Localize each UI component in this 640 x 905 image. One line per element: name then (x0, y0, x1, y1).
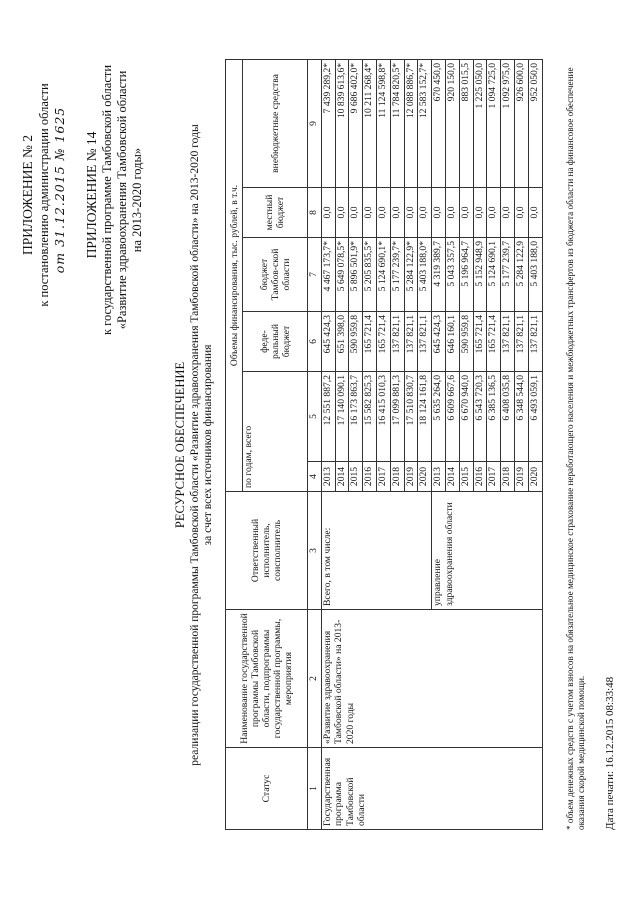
appendix-14-heading: ПРИЛОЖЕНИЕ № 14 (84, 131, 99, 259)
year-cell: 2013 (321, 462, 335, 492)
value-cell: 9 686 402,0* (349, 59, 363, 187)
year-cell: 2020 (418, 462, 432, 492)
value-cell: 11 124 598,8* (376, 59, 390, 187)
value-cell: 920 150,0 (445, 59, 459, 187)
col-number: 3 (308, 492, 322, 610)
program-name-cell: «Развитие здравоохранения Тамбовской области» на 2013-2020 годы (321, 610, 542, 748)
value-cell: 137 821,1 (528, 312, 542, 372)
header-regional: бюджет Тамбов-ской области (243, 238, 308, 312)
value-cell: 17 099 881,3 (390, 372, 404, 462)
value-cell: 0,0 (404, 188, 418, 238)
value-cell: 5 205 835,5* (363, 238, 377, 312)
year-cell: 2018 (501, 462, 515, 492)
value-cell: 5 649 078,5* (335, 238, 349, 312)
value-cell: 12 583 152,7* (418, 59, 432, 187)
header-by-years: по годам, всего (243, 372, 308, 492)
value-cell: 4 319 389,7 (432, 238, 446, 312)
value-cell: 18 124 161,8 (418, 372, 432, 462)
value-cell: 0,0 (459, 188, 473, 238)
value-cell: 165 721,4 (473, 312, 487, 372)
value-cell: 12 088 886,7* (404, 59, 418, 187)
doc-title: РЕСУРСНОЕ ОБЕСПЕЧЕНИЕ (173, 361, 187, 529)
year-cell: 2014 (445, 462, 459, 492)
value-cell: 6 348 544,0 (514, 372, 528, 462)
handwritten-date-number: от 31.12.2015 № 1625 (52, 106, 67, 274)
value-cell: 883 015,5 (459, 59, 473, 187)
value-cell: 16 415 010,3 (376, 372, 390, 462)
col-number: 2 (308, 610, 322, 748)
value-cell: 0,0 (390, 188, 404, 238)
value-cell: 1 092 975,0 (501, 59, 515, 187)
value-cell: 0,0 (349, 188, 363, 238)
value-cell: 0,0 (501, 188, 515, 238)
value-cell: 646 160,1 (445, 312, 459, 372)
value-cell: 6 670 940,0 (459, 372, 473, 462)
value-cell: 5 403 188,0 (528, 238, 542, 312)
value-cell: 137 821,1 (418, 312, 432, 372)
year-cell: 2016 (473, 462, 487, 492)
year-cell: 2020 (528, 462, 542, 492)
col-number: 9 (308, 59, 322, 187)
value-cell: 10 211 268,4* (363, 59, 377, 187)
value-cell: 0,0 (473, 188, 487, 238)
year-cell: 2017 (487, 462, 501, 492)
executor-cell: Всего, в том числе: (321, 492, 431, 610)
doc-subtitle-sources: за счет всех источников финансирования (202, 344, 214, 546)
value-cell: 1 225 050,0 (473, 59, 487, 187)
value-cell: 0,0 (432, 188, 446, 238)
program-name: «Развитие здравоохранения Тамбовской области (115, 70, 129, 330)
print-date: Дата печати: 16.12.2015 08:33:48 (604, 676, 616, 830)
value-cell: 17 140 090,1 (335, 372, 349, 462)
value-cell: 5 196 964,7 (459, 238, 473, 312)
value-cell: 6 493 059,1 (528, 372, 542, 462)
col-number: 7 (308, 238, 322, 312)
year-cell: 2013 (432, 462, 446, 492)
year-cell: 2015 (349, 462, 363, 492)
value-cell: 137 821,1 (404, 312, 418, 372)
value-cell: 5 284 122,9* (404, 238, 418, 312)
program-years: на 2013-2020 годы» (130, 147, 144, 253)
doc-subtitle: реализации государственной программы Тамбовской области «Развитие здравоохранения Тамбовской области» на 2013-2020 годы (189, 124, 201, 766)
status-cell: Государственная программа Тамбовской области (321, 748, 542, 830)
value-cell: 6 543 720,3 (473, 372, 487, 462)
resolution-line: к постановлению администрации области (37, 83, 51, 307)
header-extra: внебюджетные средства (243, 59, 308, 187)
header-federal: феде-ральный бюджет (243, 312, 308, 372)
value-cell: 590 959,8 (349, 312, 363, 372)
value-cell: 5 124 690,1* (376, 238, 390, 312)
value-cell: 645 424,3 (432, 312, 446, 372)
value-cell: 165 721,4 (363, 312, 377, 372)
value-cell: 6 385 136,5 (487, 372, 501, 462)
year-cell: 2019 (404, 462, 418, 492)
value-cell: 5 635 264,0 (432, 372, 446, 462)
year-cell: 2014 (335, 462, 349, 492)
value-cell: 5 284 122,9 (514, 238, 528, 312)
value-cell: 952 050,0 (528, 59, 542, 187)
value-cell: 5 177 239,7 (501, 238, 515, 312)
value-cell: 0,0 (363, 188, 377, 238)
value-cell: 165 721,4 (487, 312, 501, 372)
value-cell: 0,0 (376, 188, 390, 238)
col-number: 6 (308, 312, 322, 372)
value-cell: 0,0 (335, 188, 349, 238)
program-reference: к государственной программе Тамбовской области (100, 64, 114, 336)
footnote: * объем денежных средств с учетом взносов на обязательное медицинское страхование неработающего населения и межбюджетных трансфертов из бюджета области на финансовое обеспечение оказания скорой медицинской помощи. (565, 67, 586, 830)
value-cell: 0,0 (445, 188, 459, 238)
executor-cell: управление здравоохранения области (432, 492, 542, 610)
table-row (321, 59, 335, 829)
header-volume: Объемы финансирования, тыс. рублей, в т.ч. (226, 59, 243, 491)
value-cell: 6 408 035,8 (501, 372, 515, 462)
appendix-2-heading: ПРИЛОЖЕНИЕ № 2 (20, 134, 35, 256)
value-cell: 12 551 887,2 (321, 372, 335, 462)
year-cell: 2019 (514, 462, 528, 492)
header-status: Статус (226, 748, 308, 830)
value-cell: 16 173 863,7 (349, 372, 363, 462)
value-cell: 4 467 173,7* (321, 238, 335, 312)
value-cell: 5 124 690,1 (487, 238, 501, 312)
value-cell: 5 152 948,9 (473, 238, 487, 312)
value-cell: 137 821,1 (514, 312, 528, 372)
value-cell: 0,0 (528, 188, 542, 238)
value-cell: 651 398,0 (335, 312, 349, 372)
col-number: 8 (308, 188, 322, 238)
value-cell: 15 582 825,3 (363, 372, 377, 462)
value-cell: 926 600,0 (514, 59, 528, 187)
column-number-row (308, 59, 322, 829)
resource-table (225, 59, 543, 830)
value-cell: 137 821,1 (501, 312, 515, 372)
value-cell: 137 821,1 (390, 312, 404, 372)
col-number: 4 (308, 462, 322, 492)
value-cell: 5 177 239,7* (390, 238, 404, 312)
year-cell: 2017 (376, 462, 390, 492)
year-cell: 2015 (459, 462, 473, 492)
value-cell: 6 609 667,6 (445, 372, 459, 462)
value-cell: 645 424,3 (321, 312, 335, 372)
value-cell: 0,0 (487, 188, 501, 238)
value-cell: 7 439 289,2* (321, 59, 335, 187)
value-cell: 0,0 (418, 188, 432, 238)
header-executor: Ответственный исполнитель, соисполнитель (226, 492, 308, 610)
value-cell: 670 450,0 (432, 59, 446, 187)
header-name: Наименование государственной программы Тамбовской области, подпрограммы государственной программы, мероприятия (226, 610, 308, 748)
table-header-row (226, 59, 243, 829)
header-local: местный бюджет (243, 188, 308, 238)
value-cell: 5 403 188,0* (418, 238, 432, 312)
col-number: 5 (308, 372, 322, 462)
value-cell: 1 094 725,0 (487, 59, 501, 187)
value-cell: 5 896 501,9* (349, 238, 363, 312)
year-cell: 2016 (363, 462, 377, 492)
year-cell: 2018 (390, 462, 404, 492)
value-cell: 0,0 (514, 188, 528, 238)
value-cell: 11 784 820,5* (390, 59, 404, 187)
value-cell: 17 510 830,7 (404, 372, 418, 462)
value-cell: 10 839 613,6* (335, 59, 349, 187)
col-number: 1 (308, 748, 322, 830)
value-cell: 0,0 (321, 188, 335, 238)
value-cell: 165 721,4 (376, 312, 390, 372)
value-cell: 590 959,8 (459, 312, 473, 372)
value-cell: 5 043 357,5 (445, 238, 459, 312)
